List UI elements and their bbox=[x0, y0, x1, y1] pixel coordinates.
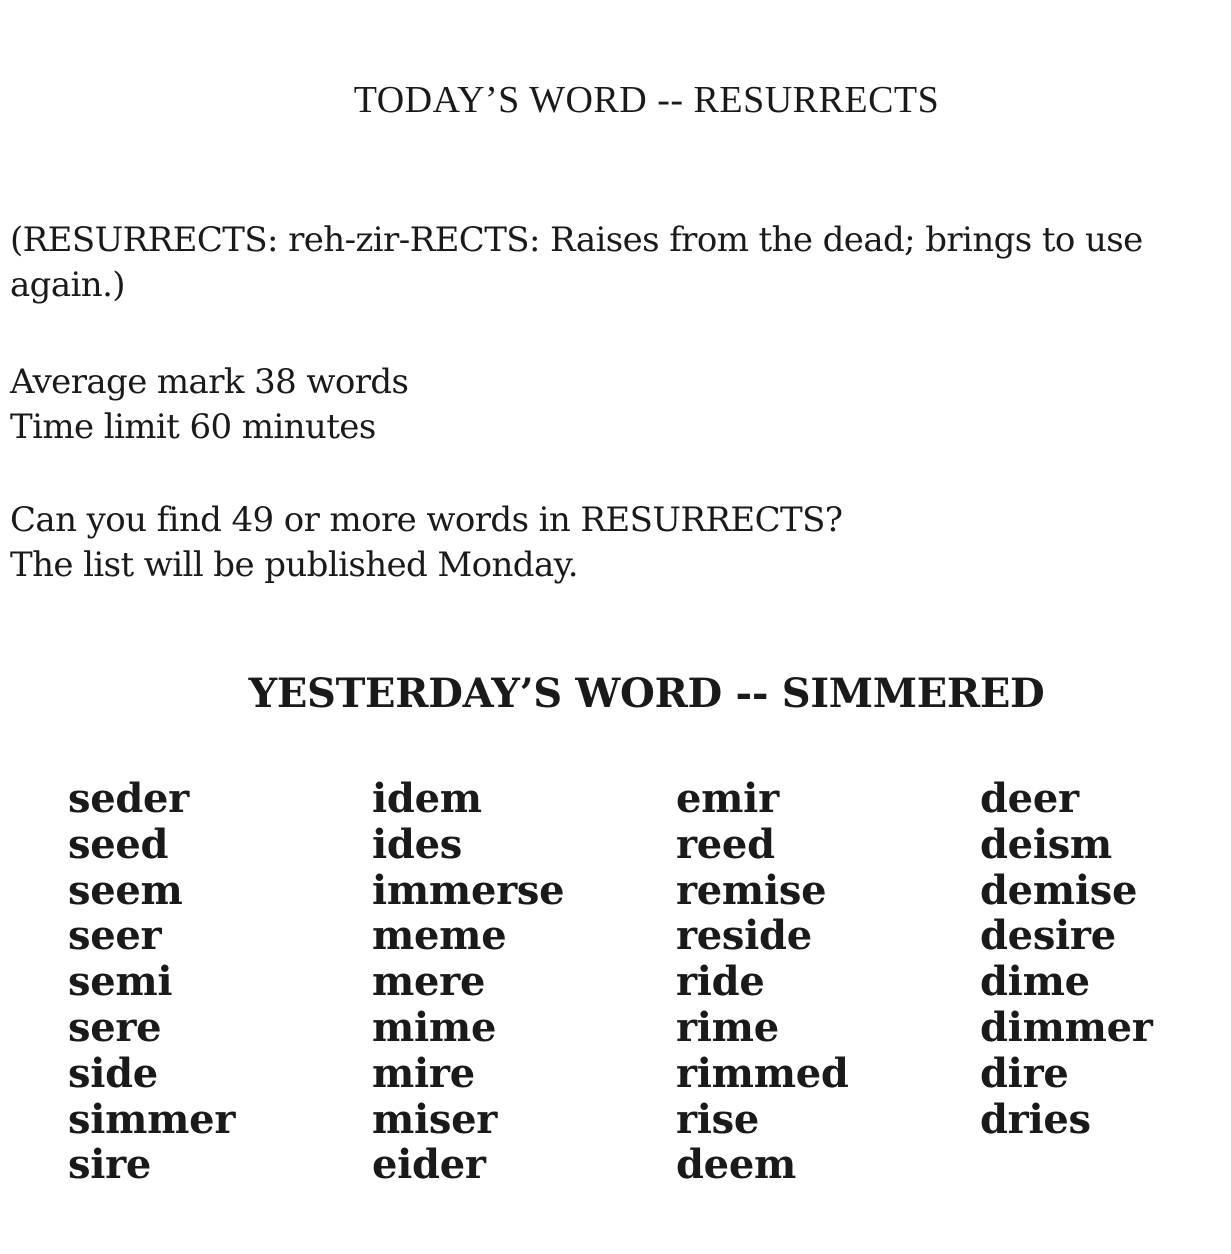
word-item: dime bbox=[980, 958, 1090, 1006]
word-column-3 bbox=[676, 776, 966, 1188]
word-column-1 bbox=[68, 776, 358, 1188]
word-item: remise bbox=[676, 866, 827, 914]
word-column-2 bbox=[372, 776, 662, 1188]
word-item: meme bbox=[372, 912, 507, 960]
definition bbox=[10, 218, 1225, 308]
word-item: semi bbox=[68, 958, 173, 1006]
definition-line: (RESURRECTS: reh-zir-RECTS: Raises from the dead; brings to use bbox=[10, 220, 1143, 260]
challenge-question: Can you find 49 or more words in RESURRECTS? bbox=[10, 500, 843, 540]
word-item: demise bbox=[980, 866, 1138, 914]
word-item: desire bbox=[980, 912, 1116, 960]
word-item: eider bbox=[372, 1141, 486, 1189]
word-item: mere bbox=[372, 958, 486, 1006]
word-item: seed bbox=[68, 820, 169, 868]
word-item: idem bbox=[372, 775, 482, 822]
word-item: deer bbox=[980, 775, 1079, 822]
word-item: rimmed bbox=[676, 1049, 849, 1097]
word-item: dries bbox=[980, 1095, 1091, 1143]
word-item: dire bbox=[980, 1049, 1069, 1097]
word-item: mire bbox=[372, 1049, 475, 1097]
word-list bbox=[68, 776, 1228, 1196]
word-item: rime bbox=[676, 1003, 779, 1051]
word-item: side bbox=[68, 1049, 158, 1097]
word-item: rise bbox=[676, 1095, 760, 1143]
challenge bbox=[10, 498, 1225, 588]
word-item: seder bbox=[68, 775, 189, 822]
time-limit: Time limit 60 minutes bbox=[10, 407, 376, 447]
word-item: immerse bbox=[372, 866, 565, 914]
word-item: seem bbox=[68, 866, 183, 914]
word-item: emir bbox=[676, 775, 779, 822]
todays-word-title: TODAY’S WORD -- RESURRECTS bbox=[353, 79, 940, 121]
word-item: deem bbox=[676, 1141, 796, 1189]
word-item: ides bbox=[372, 820, 462, 868]
word-item: mime bbox=[372, 1003, 497, 1051]
yesterdays-word-title: YESTERDAY’S WORD -- SIMMERED bbox=[248, 670, 1045, 717]
word-item: miser bbox=[372, 1095, 498, 1143]
word-item: seer bbox=[68, 912, 162, 960]
word-item: dimmer bbox=[980, 1003, 1153, 1051]
average-mark: Average mark 38 words bbox=[10, 362, 409, 402]
publish-note: The list will be published Monday. bbox=[10, 545, 578, 585]
word-item: sire bbox=[68, 1141, 152, 1189]
definition-line: again.) bbox=[10, 265, 125, 305]
word-item: deism bbox=[980, 820, 1112, 868]
word-item: reed bbox=[676, 820, 775, 868]
word-column-4 bbox=[980, 776, 1231, 1142]
stats bbox=[10, 360, 1225, 450]
word-item: ride bbox=[676, 958, 765, 1006]
word-item: sere bbox=[68, 1003, 162, 1051]
word-item: simmer bbox=[68, 1095, 236, 1143]
word-item: reside bbox=[676, 912, 812, 960]
